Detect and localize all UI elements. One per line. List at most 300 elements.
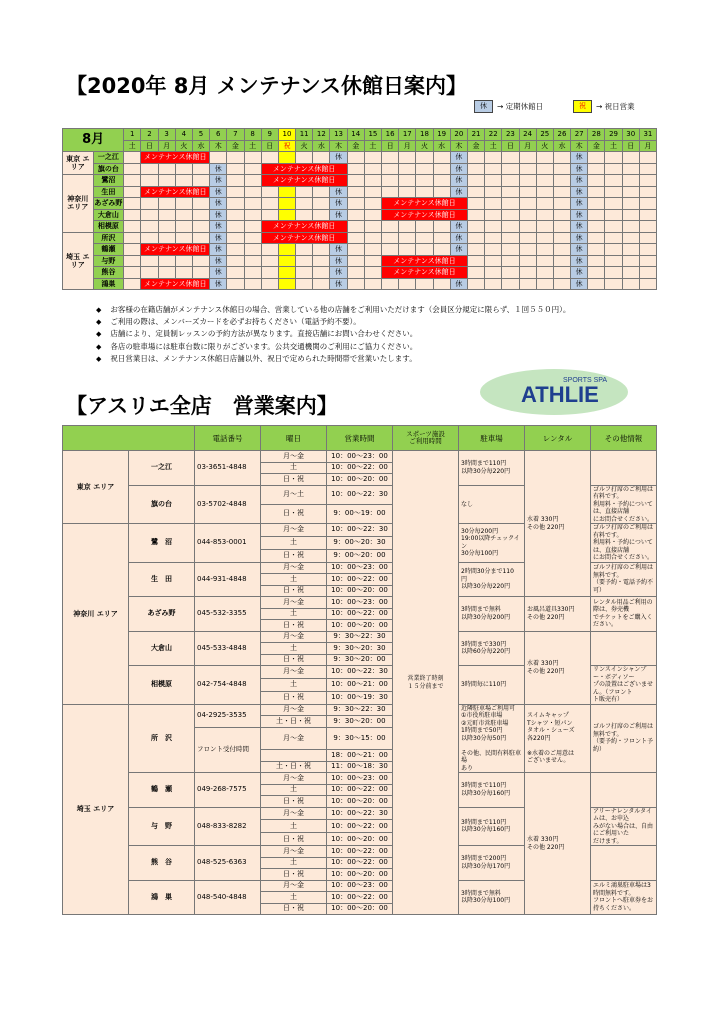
open-day bbox=[433, 221, 450, 233]
open-day bbox=[313, 152, 330, 164]
open-day bbox=[313, 267, 330, 279]
legend-closed-box: 休 bbox=[474, 100, 493, 113]
open-day bbox=[296, 255, 313, 267]
day-range: 土・日・祝 bbox=[261, 761, 327, 773]
closed-day: 休 bbox=[450, 175, 467, 187]
open-day bbox=[244, 152, 261, 164]
weekday: 火 bbox=[416, 140, 433, 152]
closed-day: 休 bbox=[210, 221, 227, 233]
open-day bbox=[227, 152, 244, 164]
day-range: 日・祝 bbox=[261, 869, 327, 881]
day-range: 日・祝 bbox=[261, 585, 327, 597]
area-label: 埼玉 エリア bbox=[63, 232, 94, 290]
weekday: 水 bbox=[553, 140, 570, 152]
open-day bbox=[605, 232, 622, 244]
day-number: 7 bbox=[227, 129, 244, 141]
weekday: 火 bbox=[175, 140, 192, 152]
open-day bbox=[605, 186, 622, 198]
open-day bbox=[261, 198, 278, 210]
note: ◆ 各店の駐車場には駐車台数に限りがございます。公共交通機関のご利用にご協力ください。 bbox=[96, 341, 570, 353]
open-day bbox=[433, 232, 450, 244]
open-day bbox=[588, 198, 605, 210]
open-day bbox=[261, 255, 278, 267]
open-day bbox=[536, 267, 553, 279]
open-day bbox=[192, 221, 209, 233]
day-number: 19 bbox=[433, 129, 450, 141]
header-blank bbox=[63, 426, 195, 451]
open-day bbox=[278, 278, 295, 290]
open-day bbox=[416, 175, 433, 187]
open-day bbox=[296, 267, 313, 279]
open-day bbox=[536, 175, 553, 187]
open-day bbox=[433, 175, 450, 187]
rental-info: 水着 330円 その他 220円 bbox=[525, 631, 591, 704]
store-name: 生 田 bbox=[129, 562, 195, 597]
open-day bbox=[639, 255, 656, 267]
phone-number: 042-754-4848 bbox=[195, 666, 261, 705]
weekday: 月 bbox=[519, 140, 536, 152]
opening-hours: 10：00～23：00 bbox=[327, 773, 393, 785]
phone-number: 048-525-6363 bbox=[195, 846, 261, 881]
open-day bbox=[553, 232, 570, 244]
open-day bbox=[227, 267, 244, 279]
open-day bbox=[605, 255, 622, 267]
open-day bbox=[296, 152, 313, 164]
day-range: 月～金 bbox=[261, 631, 327, 643]
open-day bbox=[364, 244, 381, 256]
weekday: 木 bbox=[330, 140, 347, 152]
note: ◆ ご利用の際は、メンバーズカードを必ずお持ちください（電話予約不要）。 bbox=[96, 316, 570, 328]
weekday: 月 bbox=[158, 140, 175, 152]
closed-day: 休 bbox=[210, 255, 227, 267]
weekday: 金 bbox=[227, 140, 244, 152]
open-day bbox=[416, 163, 433, 175]
day-number: 20 bbox=[450, 129, 467, 141]
open-day bbox=[278, 186, 295, 198]
open-day bbox=[553, 198, 570, 210]
day-range: 月～金 bbox=[261, 773, 327, 785]
opening-hours: 9：30～20：30 bbox=[327, 643, 393, 655]
open-day bbox=[605, 244, 622, 256]
weekday: 金 bbox=[467, 140, 484, 152]
logo-main: ATHLIE bbox=[521, 382, 599, 407]
note: ◆ 店舗により、定員制レッスンの予約方法が異なります。直接店舗にお問い合わせください。 bbox=[96, 328, 570, 340]
opening-hours: 10：00～22：00 bbox=[327, 846, 393, 858]
open-day bbox=[382, 244, 399, 256]
open-day bbox=[313, 209, 330, 221]
opening-hours: 10：00～23：00 bbox=[327, 451, 393, 463]
closed-day: 休 bbox=[450, 221, 467, 233]
open-day bbox=[416, 244, 433, 256]
day-range: 月～土 bbox=[261, 485, 327, 504]
maintenance-calendar bbox=[62, 128, 657, 290]
column-header: その他情報 bbox=[591, 426, 657, 451]
open-day bbox=[553, 186, 570, 198]
open-day bbox=[536, 163, 553, 175]
maintenance-closure: メンテナンス休館日 bbox=[141, 186, 210, 198]
phone-number: 048-833-8282 bbox=[195, 807, 261, 846]
weekday: 土 bbox=[244, 140, 261, 152]
open-day bbox=[296, 244, 313, 256]
open-day bbox=[399, 175, 416, 187]
open-day bbox=[141, 175, 158, 187]
open-day bbox=[519, 267, 536, 279]
open-day bbox=[227, 244, 244, 256]
weekday: 土 bbox=[605, 140, 622, 152]
open-day bbox=[588, 163, 605, 175]
open-day bbox=[382, 152, 399, 164]
open-day bbox=[485, 209, 502, 221]
open-day bbox=[261, 278, 278, 290]
other-info bbox=[591, 451, 657, 486]
other-info bbox=[591, 846, 657, 881]
day-number: 4 bbox=[175, 129, 192, 141]
column-header: 電話番号 bbox=[195, 426, 261, 451]
open-day bbox=[382, 232, 399, 244]
weekday: 祝 bbox=[278, 140, 295, 152]
hours-row bbox=[63, 451, 657, 463]
open-day bbox=[261, 152, 278, 164]
day-range: 日・祝 bbox=[261, 903, 327, 915]
open-day bbox=[175, 163, 192, 175]
store-name: 一之江 bbox=[93, 152, 124, 164]
open-day bbox=[605, 221, 622, 233]
open-day bbox=[313, 186, 330, 198]
day-range: 土 bbox=[261, 857, 327, 869]
open-day bbox=[502, 267, 519, 279]
weekday: 土 bbox=[124, 140, 141, 152]
calendar-row bbox=[63, 278, 657, 290]
phone-number: 045-533-4848 bbox=[195, 631, 261, 666]
open-day bbox=[519, 175, 536, 187]
store-name: 鴻 巣 bbox=[129, 880, 195, 915]
open-day bbox=[244, 163, 261, 175]
closed-day: 休 bbox=[210, 232, 227, 244]
open-day bbox=[622, 186, 639, 198]
open-day bbox=[364, 175, 381, 187]
open-day bbox=[261, 186, 278, 198]
open-day bbox=[192, 255, 209, 267]
opening-hours: 9：00～20：30 bbox=[327, 536, 393, 549]
parking-info: 3時間まで200円 以降30分毎170円 bbox=[459, 846, 525, 881]
area-label: 東京 エリア bbox=[63, 451, 129, 524]
weekday: 木 bbox=[450, 140, 467, 152]
opening-hours: 9：30～15：00 bbox=[327, 727, 393, 750]
open-day bbox=[192, 267, 209, 279]
maintenance-closure: メンテナンス休館日 bbox=[261, 163, 347, 175]
open-day bbox=[124, 163, 141, 175]
open-day bbox=[416, 186, 433, 198]
opening-hours: 10：00～20：00 bbox=[327, 869, 393, 881]
opening-hours: 9：30～22：30 bbox=[327, 704, 393, 716]
other-info: ゴルフ打席のご利用は無料です。 （要予約・フロント予約） bbox=[591, 704, 657, 773]
open-day bbox=[347, 152, 364, 164]
open-day bbox=[485, 186, 502, 198]
open-day bbox=[158, 163, 175, 175]
open-day bbox=[278, 198, 295, 210]
day-number: 24 bbox=[519, 129, 536, 141]
open-day bbox=[553, 221, 570, 233]
open-day bbox=[124, 244, 141, 256]
weekday: 木 bbox=[571, 140, 588, 152]
note: ◆ お客様の在籍店舗がメンテナンス休館日の場合、営業している他の店舗をご利用いただけます（会員区分規定に限らず、１回５５０円）。 bbox=[96, 304, 570, 316]
day-number: 15 bbox=[364, 129, 381, 141]
other-info: エルミ鴻巣駐車場は3時間無料です。 フロントへ駐車券をお持ちください。 bbox=[591, 880, 657, 915]
open-day bbox=[588, 221, 605, 233]
open-day bbox=[416, 278, 433, 290]
day-range: 日・祝 bbox=[261, 620, 327, 632]
parking-info: 3時間まで110円 以降30分毎220円 bbox=[459, 451, 525, 486]
open-day bbox=[124, 209, 141, 221]
open-day bbox=[485, 163, 502, 175]
opening-hours: 10：00～22：00 bbox=[327, 820, 393, 833]
facility-hours-note: 営業終了時刻 １５分前まで bbox=[393, 451, 459, 915]
open-day bbox=[605, 163, 622, 175]
day-number: 11 bbox=[296, 129, 313, 141]
open-day bbox=[347, 267, 364, 279]
closed-day: 休 bbox=[210, 209, 227, 221]
day-range: 月～金 bbox=[261, 562, 327, 574]
open-day bbox=[244, 232, 261, 244]
legend-holiday bbox=[573, 100, 635, 113]
closed-day: 休 bbox=[571, 209, 588, 221]
closed-day: 休 bbox=[330, 244, 347, 256]
open-day bbox=[485, 267, 502, 279]
open-day bbox=[553, 175, 570, 187]
store-name: 大倉山 bbox=[129, 631, 195, 666]
open-day bbox=[485, 278, 502, 290]
closed-day: 休 bbox=[330, 278, 347, 290]
open-day bbox=[278, 267, 295, 279]
open-day bbox=[502, 221, 519, 233]
open-day bbox=[553, 163, 570, 175]
open-day bbox=[467, 163, 484, 175]
open-day bbox=[364, 209, 381, 221]
closed-day: 休 bbox=[450, 163, 467, 175]
store-name: 相模原 bbox=[93, 221, 124, 233]
day-range bbox=[261, 750, 327, 762]
open-day bbox=[605, 278, 622, 290]
open-day bbox=[227, 278, 244, 290]
day-range: 土 bbox=[261, 820, 327, 833]
open-day bbox=[605, 175, 622, 187]
open-day bbox=[192, 198, 209, 210]
open-day bbox=[141, 163, 158, 175]
open-day bbox=[502, 163, 519, 175]
open-day bbox=[588, 255, 605, 267]
open-day bbox=[364, 232, 381, 244]
open-day bbox=[313, 278, 330, 290]
open-day bbox=[244, 255, 261, 267]
open-day bbox=[347, 255, 364, 267]
day-range: 土 bbox=[261, 892, 327, 904]
calendar-row bbox=[63, 198, 657, 210]
open-day bbox=[158, 198, 175, 210]
other-info: ゴルフ打席のご利用は有料です。 利用料・予約については、直接店舗 にお問合せください。 bbox=[591, 524, 657, 563]
store-hours-table bbox=[62, 425, 657, 915]
open-day bbox=[175, 175, 192, 187]
closed-day: 休 bbox=[571, 244, 588, 256]
open-day bbox=[124, 278, 141, 290]
open-day bbox=[519, 244, 536, 256]
open-day bbox=[141, 221, 158, 233]
opening-hours: 10：00～20：00 bbox=[327, 585, 393, 597]
open-day bbox=[467, 198, 484, 210]
maintenance-closure: メンテナンス休館日 bbox=[261, 221, 347, 233]
day-number: 9 bbox=[261, 129, 278, 141]
opening-hours: 9：00～19：00 bbox=[327, 504, 393, 523]
parking-info: 30分毎200円 19:00以降チェックイン 30分毎100円 bbox=[459, 524, 525, 563]
open-day bbox=[278, 244, 295, 256]
store-name: 旗の台 bbox=[93, 163, 124, 175]
weekday: 水 bbox=[313, 140, 330, 152]
day-range: 日・祝 bbox=[261, 691, 327, 704]
open-day bbox=[261, 267, 278, 279]
maintenance-closure: メンテナンス休館日 bbox=[382, 198, 468, 210]
open-day bbox=[622, 244, 639, 256]
day-number: 25 bbox=[536, 129, 553, 141]
closed-day: 休 bbox=[450, 232, 467, 244]
other-info bbox=[591, 773, 657, 808]
open-day bbox=[639, 267, 656, 279]
day-range: 土 bbox=[261, 574, 327, 586]
day-number: 8 bbox=[244, 129, 261, 141]
legend-holiday-text: → 祝日営業 bbox=[596, 102, 635, 111]
open-day bbox=[433, 163, 450, 175]
day-number: 5 bbox=[192, 129, 209, 141]
open-day bbox=[485, 244, 502, 256]
open-day bbox=[622, 278, 639, 290]
open-day bbox=[416, 232, 433, 244]
open-day bbox=[364, 267, 381, 279]
open-day bbox=[399, 163, 416, 175]
open-day bbox=[467, 152, 484, 164]
hours-row bbox=[63, 597, 657, 609]
open-day bbox=[244, 209, 261, 221]
calendar-row bbox=[63, 232, 657, 244]
weekday: 月 bbox=[399, 140, 416, 152]
phone-number: 044-853-0001 bbox=[195, 524, 261, 563]
open-day bbox=[347, 221, 364, 233]
legend-closed-text: → 定期休館日 bbox=[497, 102, 544, 111]
open-day bbox=[536, 278, 553, 290]
open-day bbox=[382, 278, 399, 290]
phone-number: 044-931-4848 bbox=[195, 562, 261, 597]
open-day bbox=[416, 221, 433, 233]
store-name: 鷺沼 bbox=[93, 175, 124, 187]
open-day bbox=[519, 221, 536, 233]
maintenance-closure: メンテナンス休館日 bbox=[141, 152, 210, 164]
hours-row bbox=[63, 631, 657, 643]
day-range: 月～金 bbox=[261, 524, 327, 537]
open-day bbox=[519, 209, 536, 221]
opening-hours: 10：00～22：00 bbox=[327, 462, 393, 474]
open-day bbox=[364, 198, 381, 210]
weekday: 日 bbox=[502, 140, 519, 152]
closed-day: 休 bbox=[571, 175, 588, 187]
opening-hours: 10：00～21：00 bbox=[327, 678, 393, 691]
open-day bbox=[502, 232, 519, 244]
open-day bbox=[588, 186, 605, 198]
open-day bbox=[382, 163, 399, 175]
logo-sub: SPORTS SPA bbox=[563, 377, 608, 384]
open-day bbox=[467, 244, 484, 256]
open-day bbox=[536, 255, 553, 267]
open-day bbox=[313, 244, 330, 256]
opening-hours: 9：30～20：00 bbox=[327, 716, 393, 728]
open-day bbox=[519, 198, 536, 210]
open-day bbox=[141, 232, 158, 244]
store-name: 鷺 沼 bbox=[129, 524, 195, 563]
rental-info: お風呂道具330円 その他 220円 bbox=[525, 597, 591, 632]
store-name: 熊谷 bbox=[93, 267, 124, 279]
open-day bbox=[622, 267, 639, 279]
open-day bbox=[536, 186, 553, 198]
other-info: レンタル用品ご利用の際は、券売機 でチケットをご購入ください。 bbox=[591, 597, 657, 632]
parking-info: 3時間毎に110円 bbox=[459, 666, 525, 705]
day-range: 土 bbox=[261, 643, 327, 655]
open-day bbox=[192, 163, 209, 175]
closed-day: 休 bbox=[210, 278, 227, 290]
open-day bbox=[605, 267, 622, 279]
store-name: 生田 bbox=[93, 186, 124, 198]
parking-info: なし bbox=[459, 485, 525, 524]
open-day bbox=[433, 152, 450, 164]
opening-hours: 10：00～20：00 bbox=[327, 903, 393, 915]
open-day bbox=[639, 198, 656, 210]
open-day bbox=[175, 221, 192, 233]
store-name: あざみ野 bbox=[94, 199, 123, 208]
day-number: 14 bbox=[347, 129, 364, 141]
open-day bbox=[519, 255, 536, 267]
open-day bbox=[622, 232, 639, 244]
open-day bbox=[639, 175, 656, 187]
open-day bbox=[124, 221, 141, 233]
phone-number: 03-5702-4848 bbox=[195, 485, 261, 524]
open-day bbox=[639, 221, 656, 233]
open-day bbox=[347, 198, 364, 210]
open-day bbox=[296, 198, 313, 210]
legend-holiday-box: 祝 bbox=[573, 100, 592, 113]
phone-number: 049-268-7575 bbox=[195, 773, 261, 808]
store-name: 所沢 bbox=[93, 232, 124, 244]
store-name: 相模原 bbox=[129, 666, 195, 705]
closed-day: 休 bbox=[330, 267, 347, 279]
open-day bbox=[382, 221, 399, 233]
open-day bbox=[467, 221, 484, 233]
day-range: 土 bbox=[261, 608, 327, 620]
open-day bbox=[364, 278, 381, 290]
area-label: 神奈川 エリア bbox=[63, 175, 94, 233]
open-day bbox=[244, 244, 261, 256]
calendar-row bbox=[63, 267, 657, 279]
closed-day: 休 bbox=[210, 186, 227, 198]
closed-day: 休 bbox=[330, 198, 347, 210]
day-range: 日・祝 bbox=[261, 549, 327, 562]
open-day bbox=[467, 255, 484, 267]
open-day bbox=[124, 186, 141, 198]
weekday: 土 bbox=[485, 140, 502, 152]
store-name: あざみ野 bbox=[129, 597, 195, 632]
open-day bbox=[467, 175, 484, 187]
open-day bbox=[519, 278, 536, 290]
open-day bbox=[399, 278, 416, 290]
open-day bbox=[364, 255, 381, 267]
open-day bbox=[175, 209, 192, 221]
opening-hours: 10：00～22：30 bbox=[327, 524, 393, 537]
closed-day: 休 bbox=[571, 163, 588, 175]
parking-info: 2時間30分まで110 円 以降30分毎220円 bbox=[459, 562, 525, 597]
